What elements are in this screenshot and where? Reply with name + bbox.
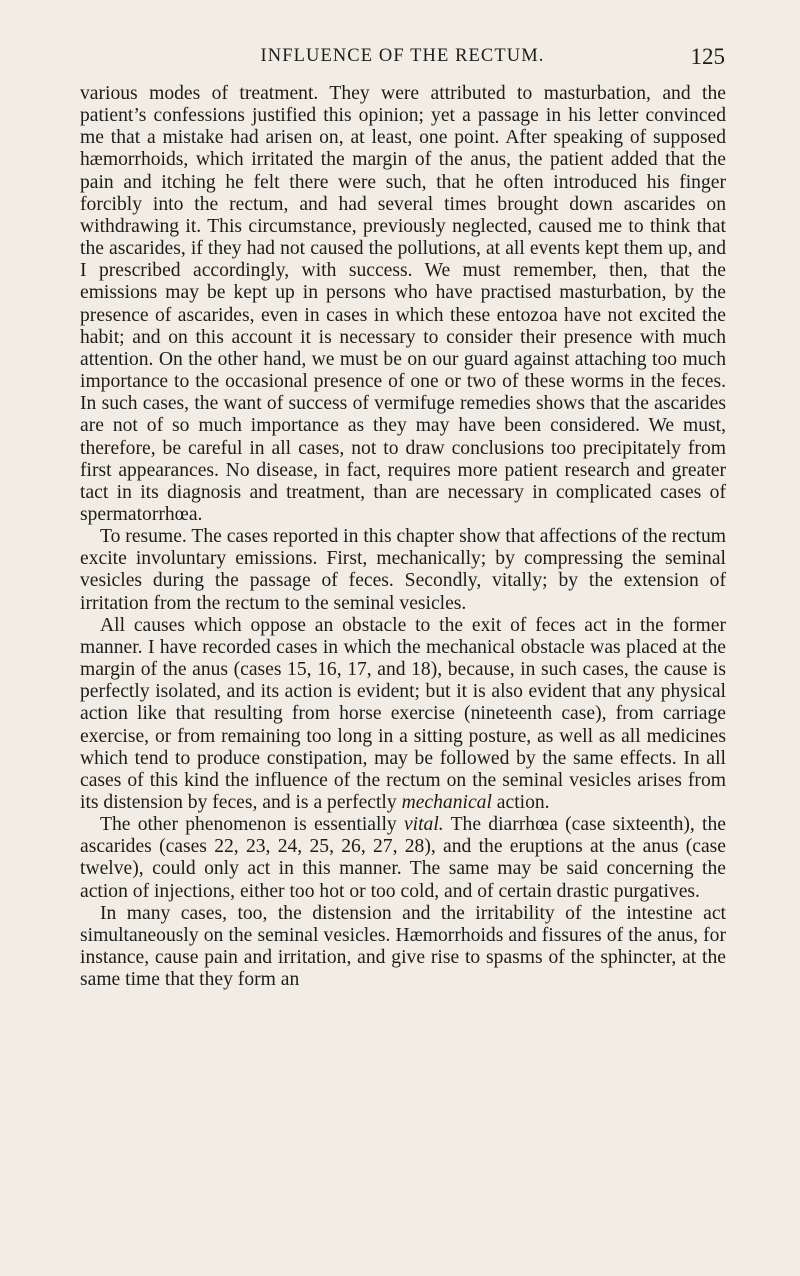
paragraph-text: To resume. The cases reported in this chapter show that affections of the rectum excite involuntary emissions. First, mechanically; by compressing the seminal vesicles during the passage of feces. Secondly, vitally; by the extension of irritation from the rectum to the seminal vesicles.	[80, 526, 726, 614]
running-head	[80, 44, 725, 72]
paragraph-text: The other phenomenon is essentially	[100, 814, 404, 836]
paragraph-mechanical-causes	[80, 615, 726, 814]
paragraph-text: action.	[491, 792, 550, 813]
running-title: INFLUENCE OF THE RECTUM.	[260, 46, 545, 66]
italic-term: vital.	[403, 814, 444, 836]
paragraph-text: All causes which oppose an obstacle to the exit of feces act in the former manner. I have recorded cases in which the mechanical obstacle was placed at the margin of the anus (cases 15, 16, 17, and 18), because, in such cases, the cause is perfectly isolated, and its action is evident; but it is also evident that any physical action like that resulting from horse exercise (nineteenth case), from carriage exercise, or from remaining too long in a sitting posture, as well as all medicines which tend to produce constipation, may be followed by the same effects. In all cases of this kind the influence of the rectum on the seminal vesicles arises from its distension by feces, and is a perfectly	[80, 614, 726, 813]
body-text	[80, 83, 726, 991]
paragraph-simultaneous-action	[80, 903, 726, 992]
paragraph-text: In many cases, too, the distension and the irritability of the intestine act simultaneously on the seminal vesicles. Hæmorrhoids and fissures of the anus, for instance, cause pain and irritation, and give rise to spasms of the sphincter, at the same time that they form an	[80, 902, 726, 991]
italic-term: mechanical	[401, 792, 492, 813]
paragraph-vital-causes	[80, 814, 726, 903]
paragraph-to-resume	[80, 526, 726, 615]
paragraph-treatment-continued	[80, 83, 726, 526]
paragraph-text: various modes of treatment. They were attributed to masturbation, and the patient’s confessions justified this opinion; yet a passage in his letter convinced me that a mistake had arisen on, at least, one point. After speaking of supposed hæmorrhoids, which irritated the margin of the anus, the patient added that the pain and itching he felt there were such, that he often introduced his finger forcibly into the rectum, and had several times brought down ascarides on withdrawing it. This circumstance, previously neglected, caused me to think that the ascarides, if they had not caused the pollutions, at all events kept them up, and I prescribed accordingly, with success. We must remember, then, that the emissions may be kept up in persons who have practised masturbation, by the presence of ascarides, even in cases in which these entozoa have not excited the habit; and on this account it is necessary to consider their presence with much attention. On the other hand, we must be on our guard against attaching too much importance to the occasional presence of one or two of these worms in the feces. In such cases, the want of success of vermifuge remedies shows that the ascarides are not of so much importance as they may have been considered. We must, therefore, be careful in all cases, not to draw conclusions too precipitately from first appearances. No disease, in fact, requires more patient research and greater tact in its diagnosis and treatment, than are necessary in complicated cases of spermatorrhœa.	[80, 83, 726, 525]
page-number: 125	[690, 44, 725, 69]
paragraph-text: The diarrhœa (case sixteenth), the ascarides (cases 22, 23, 24, 25, 26, 27, 28), and the eruptions at the anus (case twelve), could only act in this manner. The same may be said concerning the action of injections, either too hot or too cold, and of certain drastic purgatives.	[80, 814, 726, 902]
